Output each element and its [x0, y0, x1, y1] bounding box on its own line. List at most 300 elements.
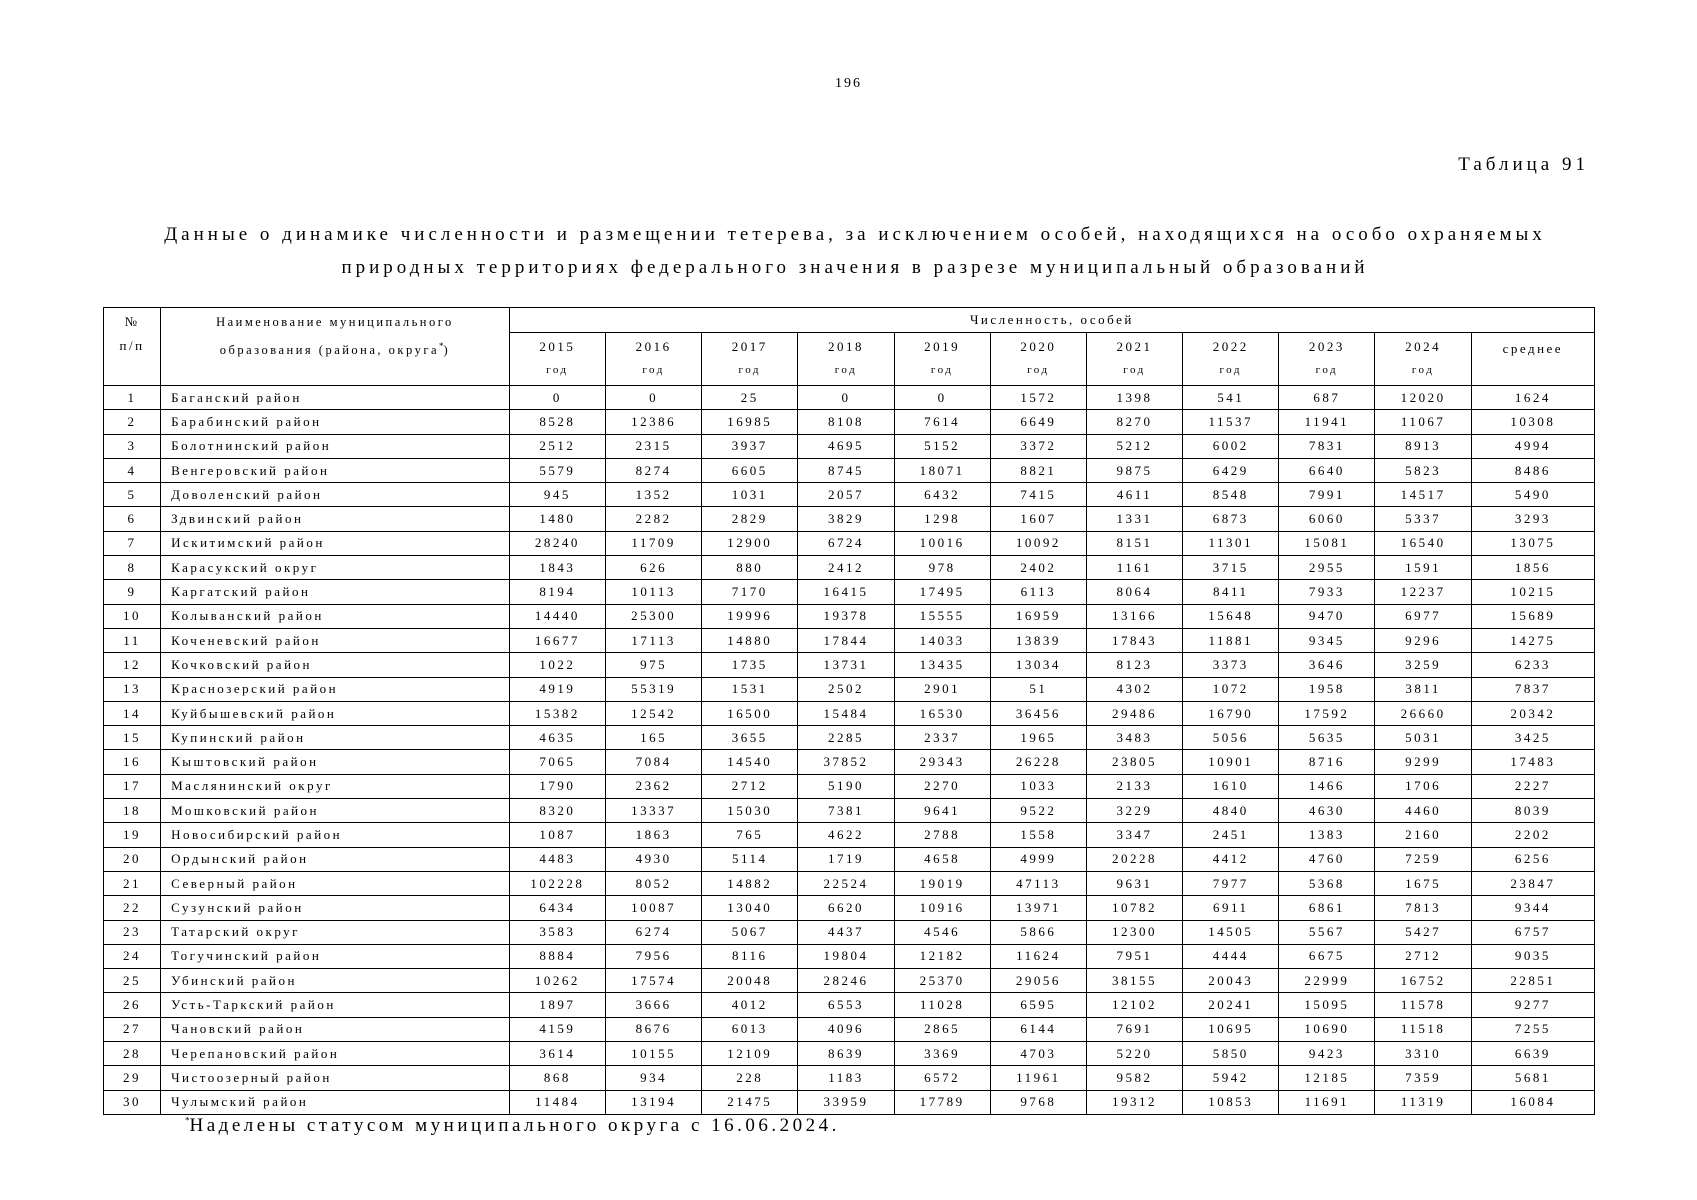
count-cell: 6013: [702, 1017, 798, 1041]
count-cell: 19019: [894, 871, 990, 895]
count-cell: 1352: [605, 483, 701, 507]
average-cell: 22851: [1471, 969, 1594, 993]
count-cell: 14517: [1375, 483, 1471, 507]
average-cell: 5681: [1471, 1066, 1594, 1090]
table-row: [104, 774, 1595, 798]
header-year-value: 2017: [731, 339, 768, 354]
municipality-name: Барабинский район: [161, 410, 510, 434]
count-cell: 3259: [1375, 653, 1471, 677]
table-body: [104, 386, 1595, 1115]
count-cell: 5056: [1183, 726, 1279, 750]
count-cell: 5866: [990, 920, 1086, 944]
count-cell: 4703: [990, 1042, 1086, 1066]
header-year-suffix: год: [738, 364, 762, 376]
count-cell: 2955: [1279, 556, 1375, 580]
count-cell: 1735: [702, 653, 798, 677]
count-cell: 5823: [1375, 458, 1471, 482]
count-cell: 4840: [1183, 799, 1279, 823]
table-row: [104, 604, 1595, 628]
count-cell: 7933: [1279, 580, 1375, 604]
table-row: [104, 1066, 1595, 1090]
row-number: 11: [104, 628, 161, 652]
count-cell: 2412: [798, 556, 894, 580]
header-year-suffix: год: [1315, 364, 1339, 376]
table-row: [104, 677, 1595, 701]
count-cell: 1383: [1279, 823, 1375, 847]
count-cell: 5337: [1375, 507, 1471, 531]
count-cell: 4302: [1086, 677, 1182, 701]
table-row: [104, 1090, 1595, 1114]
average-cell: 9344: [1471, 896, 1594, 920]
count-cell: 20241: [1183, 993, 1279, 1017]
footnote-mark: *: [185, 1115, 190, 1126]
table-row: [104, 580, 1595, 604]
count-cell: 1863: [605, 823, 701, 847]
count-cell: 6649: [990, 410, 1086, 434]
header-year-value: 2021: [1116, 339, 1153, 354]
count-cell: 4483: [509, 847, 605, 871]
table-row: [104, 483, 1595, 507]
count-cell: 2402: [990, 556, 1086, 580]
count-cell: 11624: [990, 944, 1086, 968]
count-cell: 13034: [990, 653, 1086, 677]
count-cell: 7415: [990, 483, 1086, 507]
count-cell: 11537: [1183, 410, 1279, 434]
count-cell: 2512: [509, 434, 605, 458]
count-cell: 6724: [798, 531, 894, 555]
count-cell: 10916: [894, 896, 990, 920]
row-number: 12: [104, 653, 161, 677]
count-cell: 8411: [1183, 580, 1279, 604]
average-cell: 6639: [1471, 1042, 1594, 1066]
municipality-name: Чистоозерный район: [161, 1066, 510, 1090]
count-cell: 10092: [990, 531, 1086, 555]
count-cell: 4658: [894, 847, 990, 871]
count-cell: 8108: [798, 410, 894, 434]
count-cell: 1958: [1279, 677, 1375, 701]
count-cell: 17574: [605, 969, 701, 993]
count-cell: 14880: [702, 628, 798, 652]
count-cell: 0: [798, 386, 894, 410]
count-cell: 16790: [1183, 701, 1279, 725]
count-cell: 3373: [1183, 653, 1279, 677]
count-cell: 9470: [1279, 604, 1375, 628]
count-cell: 2270: [894, 774, 990, 798]
average-cell: 13075: [1471, 531, 1594, 555]
header-name-line-2-text: образования (района, округа: [219, 343, 440, 358]
count-cell: 6060: [1279, 507, 1375, 531]
count-cell: 12102: [1086, 993, 1182, 1017]
count-cell: 9641: [894, 799, 990, 823]
row-number: 10: [104, 604, 161, 628]
header-name-line-2: [161, 334, 509, 362]
count-cell: 11578: [1375, 993, 1471, 1017]
header-number: [104, 308, 161, 386]
row-number: 4: [104, 458, 161, 482]
row-number: 29: [104, 1066, 161, 1090]
count-cell: 6595: [990, 993, 1086, 1017]
count-cell: 4159: [509, 1017, 605, 1041]
count-cell: 10087: [605, 896, 701, 920]
count-cell: 16540: [1375, 531, 1471, 555]
count-cell: 1790: [509, 774, 605, 798]
count-cell: 7084: [605, 750, 701, 774]
count-cell: 8151: [1086, 531, 1182, 555]
count-cell: 5567: [1279, 920, 1375, 944]
count-cell: 36456: [990, 701, 1086, 725]
count-cell: 2865: [894, 1017, 990, 1041]
count-cell: 17113: [605, 628, 701, 652]
count-cell: 51: [990, 677, 1086, 701]
count-cell: 1843: [509, 556, 605, 580]
count-cell: 2133: [1086, 774, 1182, 798]
count-cell: 4412: [1183, 847, 1279, 871]
row-number: 28: [104, 1042, 161, 1066]
average-cell: 3425: [1471, 726, 1594, 750]
count-cell: 3583: [509, 920, 605, 944]
count-cell: 0: [605, 386, 701, 410]
header-year: [509, 333, 605, 386]
count-cell: 5152: [894, 434, 990, 458]
average-cell: 10308: [1471, 410, 1594, 434]
count-cell: 1558: [990, 823, 1086, 847]
count-cell: 3646: [1279, 653, 1375, 677]
count-cell: 15095: [1279, 993, 1375, 1017]
table-row: [104, 1042, 1595, 1066]
count-cell: 6274: [605, 920, 701, 944]
count-cell: 7956: [605, 944, 701, 968]
count-cell: 1398: [1086, 386, 1182, 410]
count-cell: 4444: [1183, 944, 1279, 968]
table-row: [104, 653, 1595, 677]
count-cell: 1531: [702, 677, 798, 701]
table-row: [104, 799, 1595, 823]
header-name-line-1: Наименование муниципального: [216, 315, 454, 329]
count-cell: 5427: [1375, 920, 1471, 944]
header-year-value: 2016: [635, 339, 672, 354]
page-number: 196: [835, 76, 862, 91]
row-number: 21: [104, 871, 161, 895]
municipality-name: Чулымский район: [161, 1090, 510, 1114]
average-cell: 4994: [1471, 434, 1594, 458]
count-cell: 11319: [1375, 1090, 1471, 1114]
row-number: 20: [104, 847, 161, 871]
count-cell: 975: [605, 653, 701, 677]
count-cell: 17495: [894, 580, 990, 604]
count-cell: 2829: [702, 507, 798, 531]
count-cell: 6144: [990, 1017, 1086, 1041]
count-cell: 1675: [1375, 871, 1471, 895]
count-cell: 7614: [894, 410, 990, 434]
count-cell: 15484: [798, 701, 894, 725]
count-cell: 8716: [1279, 750, 1375, 774]
header-year: [1375, 333, 1471, 386]
row-number: 25: [104, 969, 161, 993]
count-cell: 29486: [1086, 701, 1182, 725]
count-cell: 8270: [1086, 410, 1182, 434]
count-cell: 9423: [1279, 1042, 1375, 1066]
municipality-name: Чановский район: [161, 1017, 510, 1041]
row-number: 5: [104, 483, 161, 507]
count-cell: 228: [702, 1066, 798, 1090]
count-cell: 626: [605, 556, 701, 580]
municipality-name: Куйбышевский район: [161, 701, 510, 725]
count-cell: 7977: [1183, 871, 1279, 895]
average-cell: 2202: [1471, 823, 1594, 847]
table-row: [104, 750, 1595, 774]
average-cell: 8039: [1471, 799, 1594, 823]
count-cell: 12185: [1279, 1066, 1375, 1090]
count-cell: 12542: [605, 701, 701, 725]
count-cell: 4096: [798, 1017, 894, 1041]
count-cell: 102228: [509, 871, 605, 895]
count-cell: 8676: [605, 1017, 701, 1041]
table-row: [104, 920, 1595, 944]
count-cell: 15030: [702, 799, 798, 823]
count-cell: 9768: [990, 1090, 1086, 1114]
count-cell: 1706: [1375, 774, 1471, 798]
municipality-name: Колыванский район: [161, 604, 510, 628]
count-cell: 25: [702, 386, 798, 410]
count-cell: 4919: [509, 677, 605, 701]
count-cell: 19312: [1086, 1090, 1182, 1114]
count-cell: 5031: [1375, 726, 1471, 750]
count-cell: 10695: [1183, 1017, 1279, 1041]
count-cell: 33959: [798, 1090, 894, 1114]
average-cell: 20342: [1471, 701, 1594, 725]
count-cell: 8052: [605, 871, 701, 895]
count-cell: 3372: [990, 434, 1086, 458]
header-year-value: 2023: [1308, 339, 1345, 354]
table-label: Таблица 91: [1458, 154, 1589, 175]
row-number: 19: [104, 823, 161, 847]
count-cell: 25300: [605, 604, 701, 628]
header-average: среднее: [1471, 333, 1594, 386]
count-cell: 22999: [1279, 969, 1375, 993]
count-cell: 1298: [894, 507, 990, 531]
count-cell: 29343: [894, 750, 990, 774]
count-cell: 765: [702, 823, 798, 847]
header-year-suffix: год: [546, 364, 569, 376]
count-cell: 21475: [702, 1090, 798, 1114]
count-cell: 16752: [1375, 969, 1471, 993]
count-cell: 18071: [894, 458, 990, 482]
header-name: [161, 308, 510, 386]
count-cell: 1022: [509, 653, 605, 677]
count-cell: 1072: [1183, 677, 1279, 701]
count-cell: 10113: [605, 580, 701, 604]
table-row: [104, 847, 1595, 871]
row-number: 16: [104, 750, 161, 774]
count-cell: 55319: [605, 677, 701, 701]
count-cell: 5635: [1279, 726, 1375, 750]
count-cell: 23805: [1086, 750, 1182, 774]
count-cell: 4611: [1086, 483, 1182, 507]
table-row: [104, 434, 1595, 458]
count-cell: 6553: [798, 993, 894, 1017]
header-year-value: 2019: [924, 339, 961, 354]
count-cell: 38155: [1086, 969, 1182, 993]
count-cell: 8320: [509, 799, 605, 823]
count-cell: 2282: [605, 507, 701, 531]
count-cell: 3811: [1375, 677, 1471, 701]
count-cell: 4630: [1279, 799, 1375, 823]
count-cell: 16959: [990, 604, 1086, 628]
count-cell: 6861: [1279, 896, 1375, 920]
average-cell: 15689: [1471, 604, 1594, 628]
count-cell: 9522: [990, 799, 1086, 823]
count-cell: 5368: [1279, 871, 1375, 895]
count-cell: 7813: [1375, 896, 1471, 920]
row-number: 15: [104, 726, 161, 750]
average-cell: 9035: [1471, 944, 1594, 968]
count-cell: 13194: [605, 1090, 701, 1114]
count-cell: 47113: [990, 871, 1086, 895]
average-cell: 3293: [1471, 507, 1594, 531]
row-number: 14: [104, 701, 161, 725]
count-cell: 12300: [1086, 920, 1182, 944]
average-cell: 23847: [1471, 871, 1594, 895]
count-cell: 17844: [798, 628, 894, 652]
count-cell: 8745: [798, 458, 894, 482]
table-title: [90, 218, 1620, 284]
count-cell: 6911: [1183, 896, 1279, 920]
municipality-name: Баганский район: [161, 386, 510, 410]
count-cell: 4437: [798, 920, 894, 944]
count-cell: 6675: [1279, 944, 1375, 968]
title-line-2: природных территориях федерального значения в разрезе муниципальный образований: [341, 257, 1369, 278]
count-cell: 4930: [605, 847, 701, 871]
count-cell: 1033: [990, 774, 1086, 798]
count-cell: 7065: [509, 750, 605, 774]
average-cell: 8486: [1471, 458, 1594, 482]
count-cell: 2315: [605, 434, 701, 458]
row-number: 30: [104, 1090, 161, 1114]
row-number: 2: [104, 410, 161, 434]
count-cell: 29056: [990, 969, 1086, 993]
count-cell: 14033: [894, 628, 990, 652]
table-row: [104, 386, 1595, 410]
count-cell: 9299: [1375, 750, 1471, 774]
count-cell: 8116: [702, 944, 798, 968]
count-cell: 5942: [1183, 1066, 1279, 1090]
count-cell: 28240: [509, 531, 605, 555]
count-cell: 541: [1183, 386, 1279, 410]
count-cell: 8274: [605, 458, 701, 482]
header-name-close: ): [443, 343, 451, 358]
count-cell: 13040: [702, 896, 798, 920]
count-cell: 2788: [894, 823, 990, 847]
table-row: [104, 628, 1595, 652]
count-cell: 19996: [702, 604, 798, 628]
header-number-line-2: п/п: [119, 338, 145, 353]
table-row: [104, 556, 1595, 580]
count-cell: 7170: [702, 580, 798, 604]
count-cell: 4622: [798, 823, 894, 847]
count-cell: 22524: [798, 871, 894, 895]
average-cell: 6256: [1471, 847, 1594, 871]
header-year-value: 2015: [539, 339, 576, 354]
header-year: [1086, 333, 1182, 386]
count-cell: 3666: [605, 993, 701, 1017]
count-cell: 11881: [1183, 628, 1279, 652]
count-cell: 6002: [1183, 434, 1279, 458]
count-cell: 6432: [894, 483, 990, 507]
header-year-value: 2020: [1020, 339, 1057, 354]
municipality-name: Доволенский район: [161, 483, 510, 507]
header-year-suffix: год: [1027, 364, 1050, 376]
municipality-name: Венгеровский район: [161, 458, 510, 482]
table-row: [104, 726, 1595, 750]
count-cell: 868: [509, 1066, 605, 1090]
header-year-suffix: год: [642, 364, 665, 376]
header-year: [990, 333, 1086, 386]
header-year-value: 2022: [1212, 339, 1249, 354]
row-number: 18: [104, 799, 161, 823]
count-cell: 20043: [1183, 969, 1279, 993]
count-cell: 2451: [1183, 823, 1279, 847]
count-cell: 3369: [894, 1042, 990, 1066]
count-cell: 1480: [509, 507, 605, 531]
municipality-name: Болотнинский район: [161, 434, 510, 458]
header-number-line-1: №: [124, 314, 140, 329]
count-cell: 11301: [1183, 531, 1279, 555]
count-cell: 7359: [1375, 1066, 1471, 1090]
count-cell: 4760: [1279, 847, 1375, 871]
header-year-suffix: год: [930, 364, 954, 376]
count-cell: 4460: [1375, 799, 1471, 823]
count-cell: 9345: [1279, 628, 1375, 652]
average-cell: 9277: [1471, 993, 1594, 1017]
count-cell: 12900: [702, 531, 798, 555]
header-year-suffix: год: [1411, 364, 1435, 376]
count-cell: 10016: [894, 531, 990, 555]
count-cell: 10155: [605, 1042, 701, 1066]
header-year: [894, 333, 990, 386]
municipality-name: Коченевский район: [161, 628, 510, 652]
header-year-value: 2018: [827, 339, 864, 354]
table-row: [104, 458, 1595, 482]
count-cell: 4546: [894, 920, 990, 944]
count-cell: 4635: [509, 726, 605, 750]
count-cell: 14540: [702, 750, 798, 774]
count-cell: 1965: [990, 726, 1086, 750]
count-cell: 11691: [1279, 1090, 1375, 1114]
row-number: 22: [104, 896, 161, 920]
count-cell: 2712: [702, 774, 798, 798]
count-cell: 26660: [1375, 701, 1471, 725]
count-cell: 4012: [702, 993, 798, 1017]
average-cell: 2227: [1471, 774, 1594, 798]
header-year-suffix: год: [1123, 364, 1146, 376]
count-cell: 3614: [509, 1042, 605, 1066]
count-cell: 4999: [990, 847, 1086, 871]
header-year-suffix: год: [1219, 364, 1242, 376]
row-number: 8: [104, 556, 161, 580]
count-cell: 19804: [798, 944, 894, 968]
count-cell: 37852: [798, 750, 894, 774]
footnote: [185, 1115, 840, 1137]
count-cell: 5850: [1183, 1042, 1279, 1066]
count-cell: 6640: [1279, 458, 1375, 482]
count-cell: 25370: [894, 969, 990, 993]
count-cell: 0: [894, 386, 990, 410]
count-cell: 16530: [894, 701, 990, 725]
count-cell: 12237: [1375, 580, 1471, 604]
count-cell: 10782: [1086, 896, 1182, 920]
count-cell: 12109: [702, 1042, 798, 1066]
count-cell: 2712: [1375, 944, 1471, 968]
